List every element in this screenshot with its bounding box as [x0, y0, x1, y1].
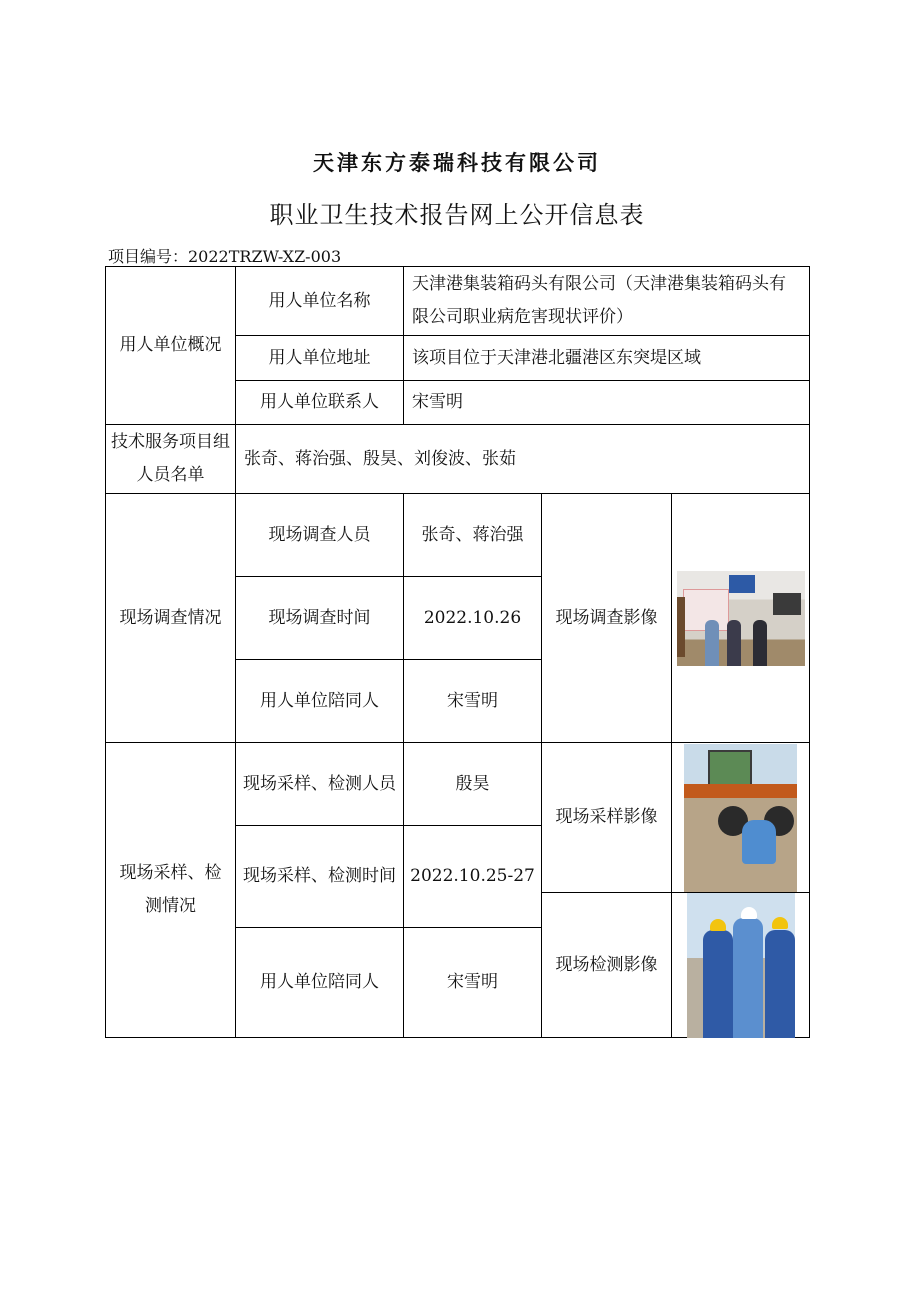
unit-contact-value: 宋雪明: [403, 380, 810, 425]
unit-address-value: 该项目位于天津港北疆港区东突堤区域: [403, 335, 810, 381]
page-title: 职业卫生技术报告网上公开信息表: [269, 201, 645, 229]
survey-header: 现场调查情况: [105, 493, 236, 743]
survey-escort-label: 用人单位陪同人: [235, 659, 404, 743]
sampling-photo-label: 现场采样影像: [541, 742, 672, 893]
unit-name-label: 用人单位名称: [235, 266, 404, 336]
company-name: 天津东方泰瑞科技有限公司: [313, 150, 601, 175]
team-members: 张奇、蒋治强、殷昊、刘俊波、张茹: [235, 424, 810, 494]
sampling-staff-value: 殷昊: [403, 742, 542, 826]
unit-name-value: 天津港集装箱码头有限公司（天津港集装箱码头有限公司职业病危害现状评价）: [403, 266, 810, 336]
sampling-photo-cell: [671, 742, 810, 893]
survey-photo-label: 现场调查影像: [541, 493, 672, 743]
sampling-time-value: 2022.10.25-27: [403, 825, 542, 928]
survey-staff-label: 现场调查人员: [235, 493, 404, 577]
unit-address-label: 用人单位地址: [235, 335, 404, 381]
testing-photo: [687, 893, 795, 1038]
sampling-escort-label: 用人单位陪同人: [235, 927, 404, 1038]
survey-photo: [677, 571, 805, 666]
sampling-photo: [684, 744, 797, 892]
survey-escort-value: 宋雪明: [403, 659, 542, 743]
survey-time-value: 2022.10.26: [403, 576, 542, 660]
unit-contact-label: 用人单位联系人: [235, 380, 404, 425]
project-number: 项目编号：2022TRZW-XZ-003: [108, 247, 342, 266]
sampling-staff-label: 现场采样、检测人员: [235, 742, 404, 826]
survey-photo-cell: [671, 493, 810, 743]
sampling-header: 现场采样、检测情况: [105, 742, 236, 1038]
survey-staff-value: 张奇、蒋治强: [403, 493, 542, 577]
survey-time-label: 现场调查时间: [235, 576, 404, 660]
sampling-time-label: 现场采样、检测时间: [235, 825, 404, 928]
unit-overview-header: 用人单位概况: [105, 266, 236, 425]
sampling-escort-value: 宋雪明: [403, 927, 542, 1038]
team-label: 技术服务项目组人员名单: [105, 424, 236, 494]
testing-photo-label: 现场检测影像: [541, 892, 672, 1038]
testing-photo-cell: [671, 892, 810, 1038]
